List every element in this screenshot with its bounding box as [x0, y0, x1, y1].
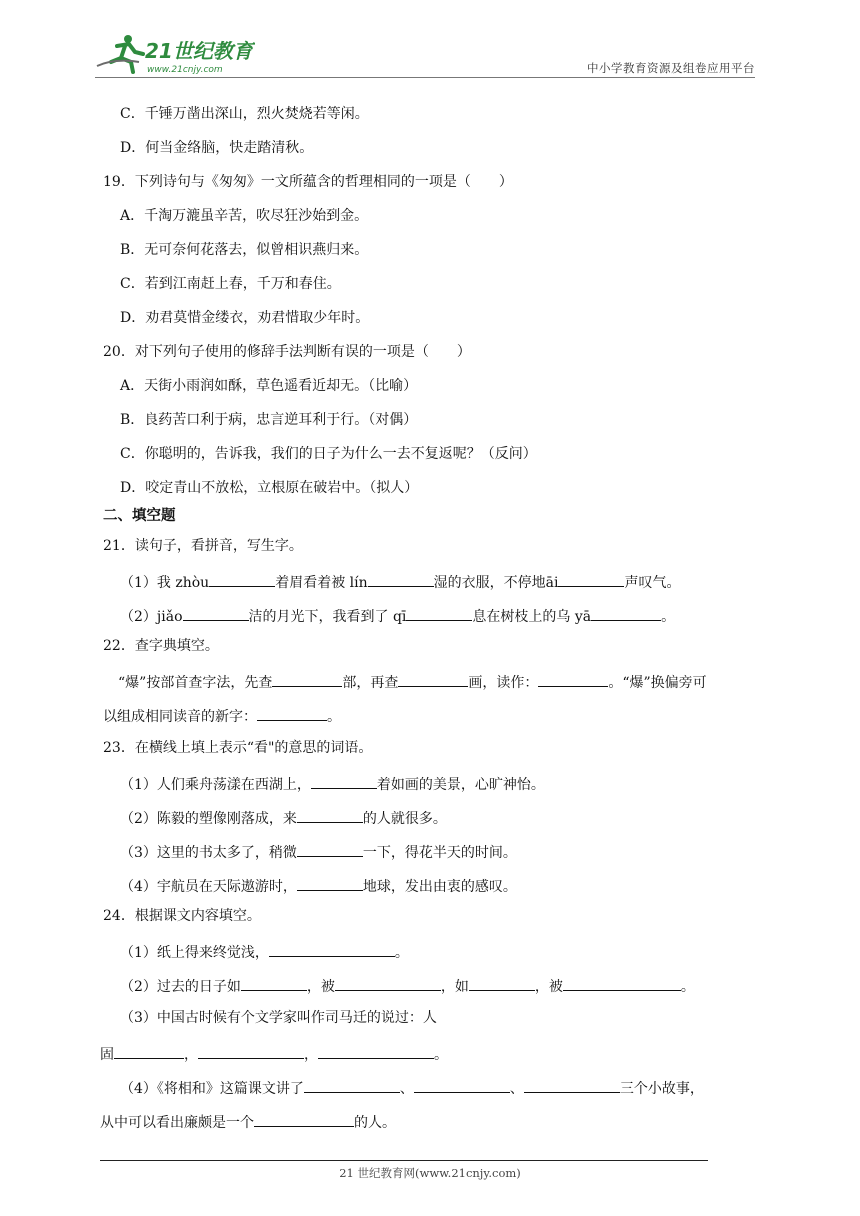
text: 。	[661, 609, 676, 625]
text: （1）我 zhòu	[120, 575, 210, 591]
text: ，被	[534, 979, 563, 995]
text: ，	[184, 1047, 198, 1063]
text: 息在树枝上的乌 yā	[472, 609, 592, 625]
21cnjy-logo	[95, 32, 255, 76]
answer-blank[interactable]	[257, 704, 327, 721]
answer-blank[interactable]	[297, 874, 363, 891]
q23-stem: 23．在横线上填上表示“看"的意思的词语。	[103, 740, 373, 756]
q23-sentence-3	[120, 840, 517, 863]
answer-blank[interactable]	[469, 974, 535, 991]
text: （4）《将相和》这篇课文讲了	[120, 1081, 304, 1097]
answer-blank[interactable]	[272, 670, 342, 687]
q22-line-1	[118, 670, 707, 693]
section-title: 二、填空题	[103, 508, 176, 524]
answer-blank[interactable]	[198, 1042, 304, 1059]
q21-sentence-2	[120, 604, 675, 627]
q24-item-4	[120, 1076, 704, 1099]
text: ，	[304, 1047, 318, 1063]
text: 以组成相同读音的新字：	[103, 709, 257, 725]
text: 洁的月光下，我看到了 qī	[248, 609, 407, 625]
q24-stem: 24．根据课文内容填空。	[103, 908, 261, 924]
q19-option-c: C．若到江南赶上春，千万和春住。	[120, 276, 341, 292]
answer-blank[interactable]	[406, 604, 472, 621]
q22-stem: 22．查字典填空。	[103, 638, 219, 654]
text: 的人。	[354, 1115, 396, 1131]
q23-sentence-4	[120, 874, 517, 897]
q23-sentence-2	[120, 806, 447, 829]
answer-blank[interactable]	[538, 670, 608, 687]
text: 一下，得花半天的时间。	[362, 845, 517, 861]
answer-blank[interactable]	[318, 1042, 434, 1059]
q24-item-3-continued	[100, 1042, 448, 1065]
text: 固	[100, 1047, 114, 1063]
answer-blank[interactable]	[311, 772, 377, 789]
header-divider	[95, 77, 755, 78]
q24-item-1	[120, 940, 409, 963]
answer-blank[interactable]	[414, 1076, 510, 1093]
q24-item-4-continued	[100, 1110, 396, 1133]
q19-stem: 19．下列诗句与《匆匆》一文所蕴含的哲理相同的一项是（ ）	[103, 174, 513, 190]
answer-blank[interactable]	[591, 604, 661, 621]
q19-option-b: B．无可奈何花落去，似曾相识燕归来。	[120, 242, 369, 258]
answer-blank[interactable]	[398, 670, 468, 687]
text: 地球，发出由衷的感叹。	[362, 879, 517, 895]
q24-item-2	[120, 974, 695, 997]
q22-line-2	[103, 704, 341, 727]
answer-blank[interactable]	[368, 570, 434, 587]
answer-blank[interactable]	[209, 570, 275, 587]
text: 的人就很多。	[362, 811, 447, 827]
answer-blank[interactable]	[563, 974, 681, 991]
q24-item-3: （3）中国古时候有个文学家叫作司马迁的说过：人	[120, 1010, 437, 1026]
text: “爆”按部首查字法，先查	[118, 675, 273, 691]
text: （2）陈毅的塑像刚落成，来	[120, 811, 297, 827]
answer-blank[interactable]	[304, 1076, 400, 1093]
text: 着如画的美景，心旷神怡。	[376, 777, 545, 793]
text: 从中可以看出廉颇是一个	[100, 1115, 254, 1131]
text: （4）宇航员在天际遨游时，	[120, 879, 297, 895]
answer-blank[interactable]	[254, 1110, 354, 1127]
q21-sentence-1	[120, 570, 680, 593]
answer-blank[interactable]	[524, 1076, 620, 1093]
q19-option-a: A．千淘万漉虽辛苦，吹尽狂沙始到金。	[120, 208, 369, 224]
text: （1）人们乘舟荡漾在西湖上，	[120, 777, 311, 793]
answer-blank[interactable]	[558, 570, 624, 587]
text: 三个小故事，	[619, 1081, 704, 1097]
text: ，被	[306, 979, 335, 995]
answer-blank[interactable]	[297, 806, 363, 823]
text: 着眉看着被 lín	[275, 575, 368, 591]
svg-text:21世纪教育: 21世纪教育	[145, 39, 253, 63]
footer-divider	[100, 1160, 708, 1161]
text: 。	[680, 979, 695, 995]
text: 、	[509, 1081, 524, 1097]
text: （2）过去的日子如	[120, 979, 241, 995]
answer-blank[interactable]	[183, 604, 249, 621]
text: 、	[399, 1081, 414, 1097]
text: 声叹气。	[624, 575, 681, 591]
q20-option-c: C．你聪明的，告诉我，我们的日子为什么一去不复返呢？（反问）	[120, 446, 537, 462]
page-header	[95, 30, 755, 78]
q21-stem: 21．读句子，看拼音，写生字。	[103, 538, 303, 554]
text: 。“爆”换偏旁可	[608, 675, 707, 691]
q20-option-b: B．良药苦口利于病，忠言逆耳利于行。（对偶）	[120, 412, 418, 428]
q18-option-d: D．何当金络脑，快走踏清秋。	[120, 140, 314, 156]
answer-blank[interactable]	[297, 840, 363, 857]
q23-sentence-1	[120, 772, 545, 795]
q20-option-d: D．咬定青山不放松，立根原在破岩中。（拟人）	[120, 480, 419, 496]
text: （2）jiǎo	[120, 609, 183, 625]
q20-option-a: A．天街小雨润如酥，草色遥看近却无。（比喻）	[120, 378, 418, 394]
text: 。	[434, 1047, 448, 1063]
q20-stem: 20．对下列句子使用的修辞手法判断有误的一项是（ ）	[103, 344, 471, 360]
text: 。	[327, 709, 341, 725]
svg-text:www.21cnjy.com: www.21cnjy.com	[147, 65, 223, 75]
text: 。	[394, 945, 409, 961]
text: 部，再查	[342, 675, 399, 691]
q19-option-d: D．劝君莫惜金缕衣，劝君惜取少年时。	[120, 310, 370, 326]
text: ，如	[440, 979, 469, 995]
answer-blank[interactable]	[114, 1042, 184, 1059]
q18-option-c: C．千锤万凿出深山，烈火焚烧若等闲。	[120, 106, 369, 122]
footer-text: 21 世纪教育网(www.21cnjy.com)	[339, 1166, 521, 1180]
answer-blank[interactable]	[335, 974, 441, 991]
text: （1）纸上得来终觉浅，	[120, 945, 269, 961]
text: 画，读作：	[468, 675, 539, 691]
text: 湿的衣服，不停地āi	[433, 575, 559, 591]
answer-blank[interactable]	[241, 974, 307, 991]
answer-blank[interactable]	[269, 940, 395, 957]
platform-name: 中小学教育资源及组卷应用平台	[587, 61, 755, 75]
text: （3）这里的书太多了，稍微	[120, 845, 297, 861]
